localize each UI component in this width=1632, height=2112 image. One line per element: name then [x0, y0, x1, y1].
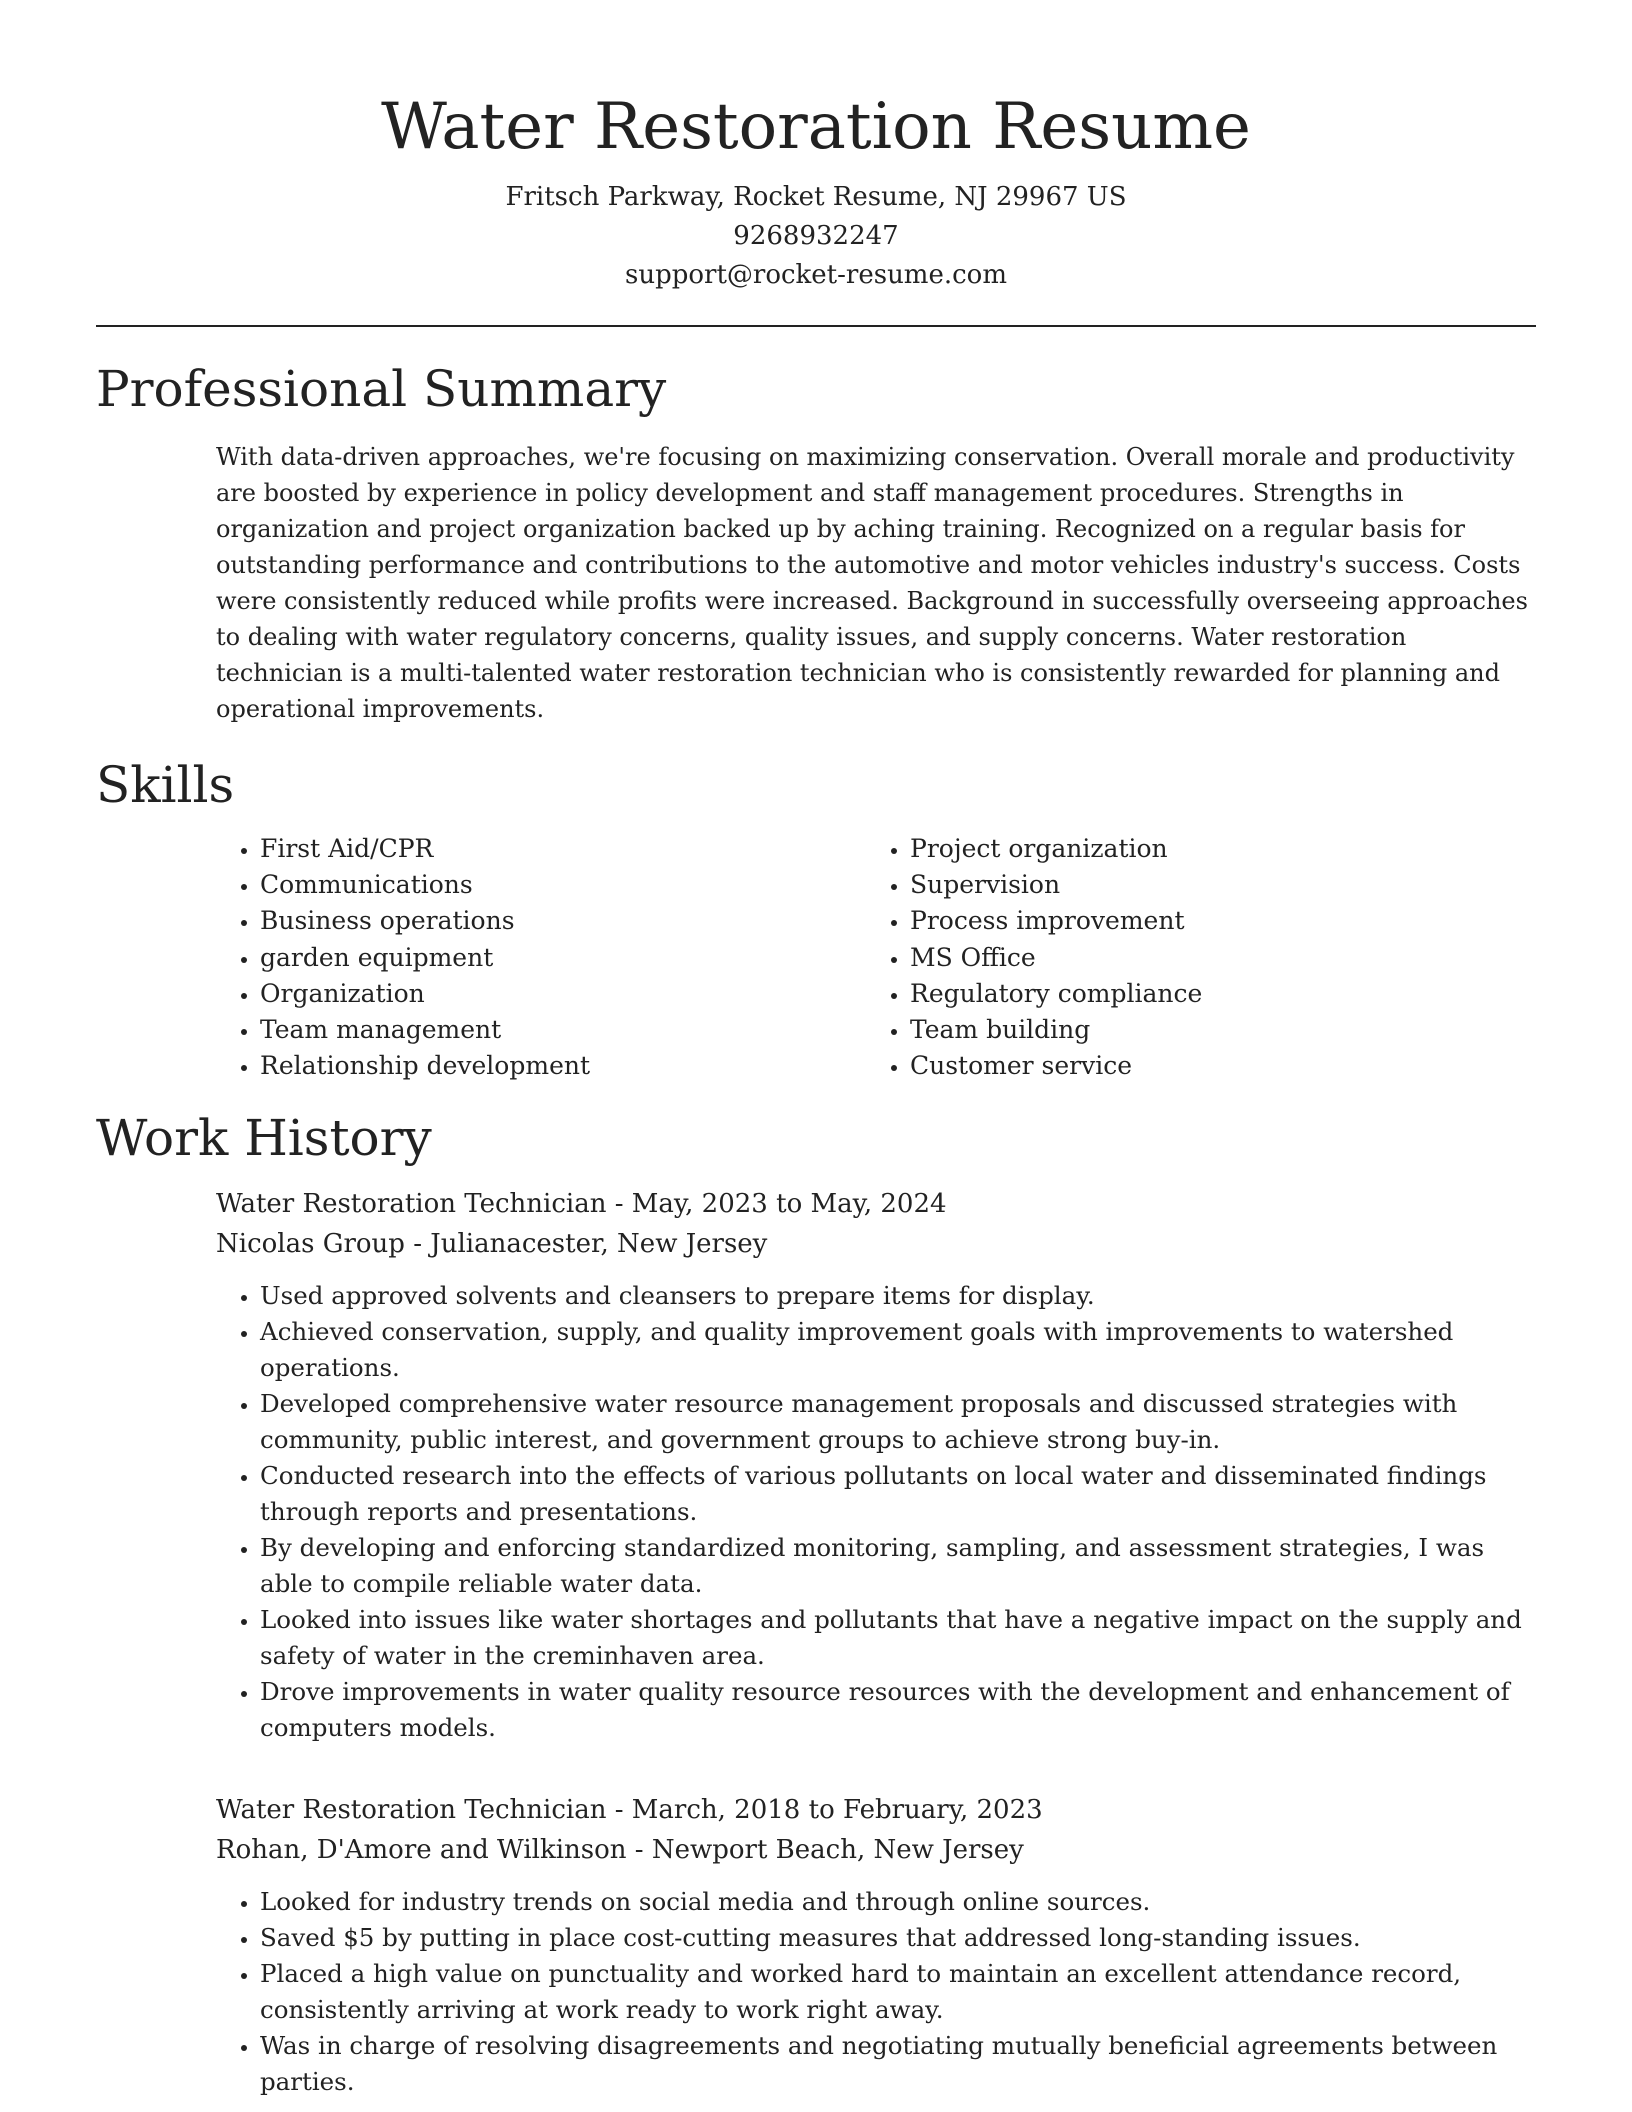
job-bullet: • Looked into issues like water shortages and pollutants that have a negative impact on the supply and safety of water in the creminhaven area.: [260, 1602, 1536, 1674]
job-entry: [216, 1790, 1536, 2100]
job-bullet: • Placed a high value on punctuality and worked hard to maintain an excellent attendance record, consistently arriving at work ready to work right away.: [260, 1956, 1536, 2028]
resume-title: Water Restoration Resume: [381, 90, 1251, 164]
skills-list-left: [216, 831, 866, 1084]
job-title: Water Restoration Technician: [216, 1795, 607, 1826]
job-bullet: • By developing and enforcing standardized monitoring, sampling, and assessment strategies, I was able to compile reliable water data.: [260, 1530, 1536, 1602]
job-title-line: [216, 1790, 1536, 1830]
summary-section: [216, 439, 1536, 727]
skill-item: • Relationship development: [260, 1048, 866, 1084]
job-dates: March, 2018 to February, 2023: [631, 1795, 1043, 1826]
skill-item: • Supervision: [910, 867, 1516, 903]
job-title: Water Restoration Technician: [216, 1189, 607, 1220]
job-bullet: • Achieved conservation, supply, and quality improvement goals with improvements to watershed operations.: [260, 1314, 1536, 1386]
job-bullet: • Developed comprehensive water resource management proposals and discussed strategies with community, public interest, and government groups to achieve strong buy-in.: [260, 1386, 1536, 1458]
job-company: Nicolas Group: [216, 1229, 405, 1260]
job-bullets: [216, 1278, 1536, 1746]
work-history-heading: Work History: [96, 1109, 432, 1168]
job-bullet: • Was in charge of resolving disagreements and negotiating mutually beneficial agreements between parties.: [260, 2028, 1536, 2100]
skill-item: • garden equipment: [260, 940, 866, 976]
separator: -: [606, 1189, 632, 1220]
separator: -: [606, 1795, 632, 1826]
job-company-line: [216, 1830, 1536, 1870]
job-title-line: [216, 1184, 1536, 1224]
job-bullet: • Saved $5 by putting in place cost-cutting measures that addressed long-standing issues.: [260, 1920, 1536, 1956]
skills-heading: Skills: [96, 756, 235, 814]
work-history-section: [216, 1184, 1536, 2100]
skill-item: • Team management: [260, 1012, 866, 1048]
header-divider: [96, 325, 1536, 327]
skill-item: • MS Office: [910, 940, 1516, 976]
contact-block: [96, 178, 1536, 295]
job-entry: [216, 1184, 1536, 1746]
summary-text: With data-driven approaches, we're focusing on maximizing conservation. Overall morale and productivity are boosted by experience in policy development and staff management procedures. Strengths in organization and project organization backed up by aching training. Recognized on a regular basis for outstanding performance and contributions to the automotive and motor vehicles industry's success. Costs were consistently reduced while profits were increased. Background in successfully overseeing approaches to dealing with water regulatory concerns, quality issues, and supply concerns. Water restoration technician is a multi-talented water restoration technician who is consistently rewarded for planning and operational improvements.: [216, 443, 1528, 723]
summary-heading: Professional Summary: [96, 360, 667, 418]
email-text: support@rocket-resume.com: [624, 260, 1007, 290]
address-text: Fritsch Parkway, Rocket Resume, NJ 29967 US: [505, 182, 1127, 212]
separator: -: [404, 1229, 431, 1260]
skill-item: • Organization: [260, 976, 866, 1012]
resume-header: [96, 0, 1536, 295]
skills-section: [216, 831, 1536, 1084]
job-bullet: • Used approved solvents and cleansers to prepare items for display.: [260, 1278, 1536, 1314]
skill-item: • Process improvement: [910, 903, 1516, 939]
skill-item: • First Aid/CPR: [260, 831, 866, 867]
job-company-line: [216, 1224, 1536, 1264]
skill-item: • Business operations: [260, 903, 866, 939]
job-bullet: • Looked for industry trends on social media and through online sources.: [260, 1884, 1536, 1920]
skill-item: • Project organization: [910, 831, 1516, 867]
job-location: Newport Beach, New Jersey: [651, 1835, 1024, 1866]
job-dates: May, 2023 to May, 2024: [631, 1189, 947, 1220]
skill-item: • Communications: [260, 867, 866, 903]
job-bullet: • Conducted research into the effects of various pollutants on local water and disseminated findings through reports and presentations.: [260, 1458, 1536, 1530]
skill-item: • Regulatory compliance: [910, 976, 1516, 1012]
skill-item: • Customer service: [910, 1048, 1516, 1084]
skills-list-right: [866, 831, 1516, 1084]
job-bullet: • Drove improvements in water quality resource resources with the development and enhancement of computers models.: [260, 1674, 1536, 1746]
job-company: Rohan, D'Amore and Wilkinson: [216, 1835, 627, 1866]
job-location: Julianacester, New Jersey: [430, 1229, 768, 1260]
job-bullets: [216, 1884, 1536, 2100]
phone-text: 9268932247: [733, 221, 899, 251]
skill-item: • Team building: [910, 1012, 1516, 1048]
separator: -: [626, 1835, 652, 1866]
